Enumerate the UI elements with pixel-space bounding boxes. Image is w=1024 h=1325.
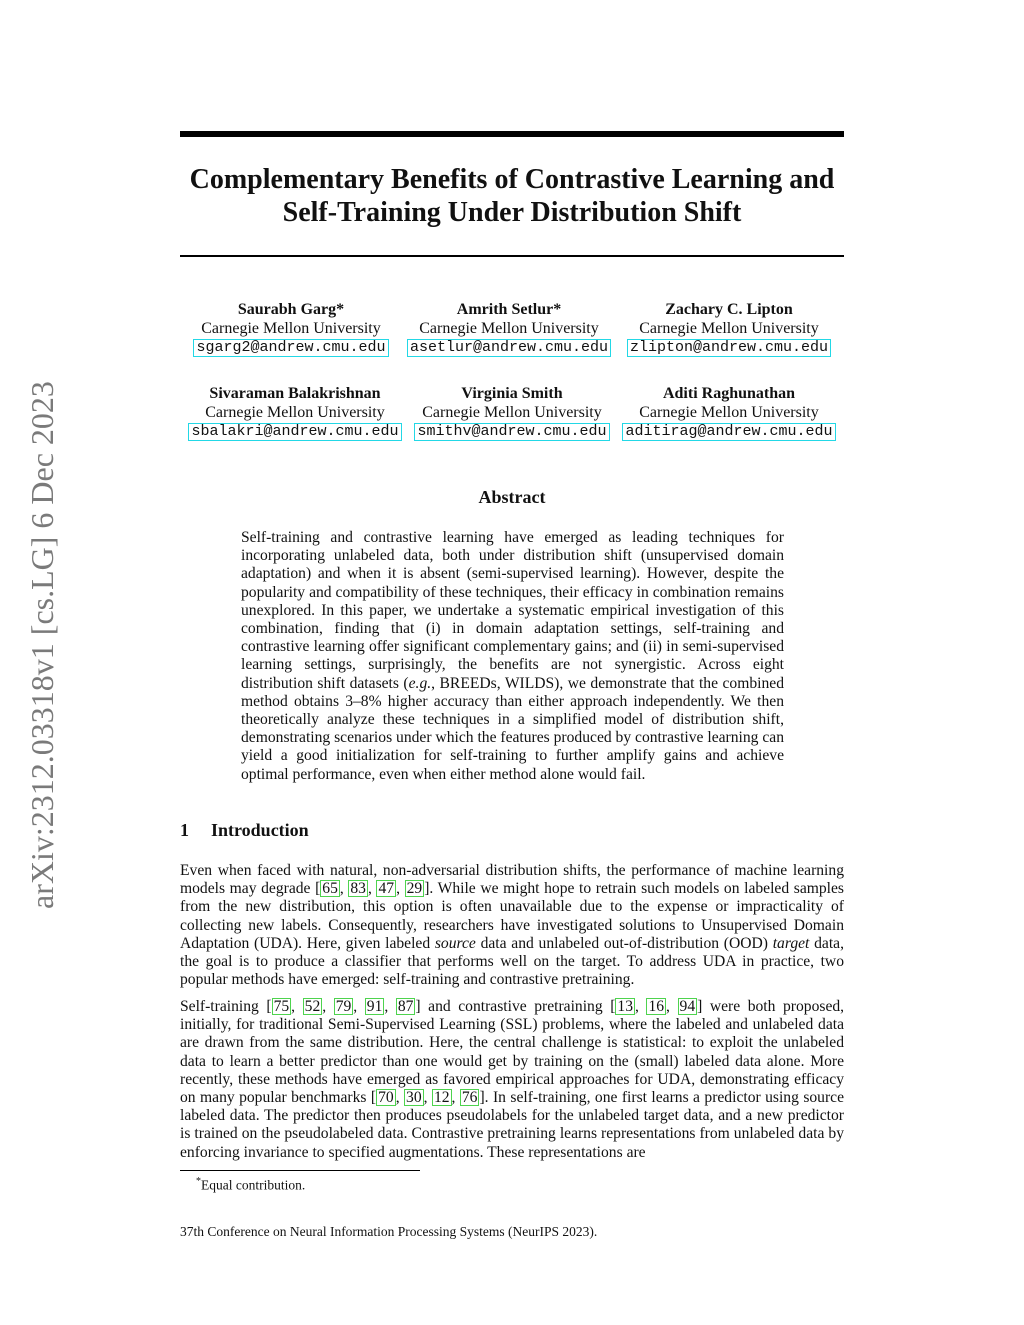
citation-link[interactable]: 12 xyxy=(433,1089,450,1107)
author-name: Virginia Smith xyxy=(461,385,563,402)
citation-link[interactable]: 94 xyxy=(679,998,696,1015)
author-email-link[interactable]: zlipton@andrew.cmu.edu xyxy=(627,339,831,357)
citation-link[interactable]: 76 xyxy=(461,1089,478,1107)
author-email-link[interactable]: asetlur@andrew.cmu.edu xyxy=(407,339,611,357)
paragraph-text: data and unlabeled out-of-distribution (OOD) xyxy=(475,934,773,952)
citation-link[interactable]: 16 xyxy=(648,998,665,1015)
title-line-2: Self-Training Under Distribution Shift xyxy=(282,197,742,228)
section-title: Introduction xyxy=(211,820,309,840)
title-bottom-rule xyxy=(180,255,844,257)
citation-link[interactable]: 29 xyxy=(406,880,423,898)
paragraph-text: ] were both proposed, initially, for traditional Semi-Supervised Learning (SSL) problems, where the labeled and unlabeled data are drawn from the same distribution. Here, the central challenge is statistical: to exploit the unlabeled data to learn a better predictor than one would get by training on the (small) labeled data alone. More recently, these methods have emerged as favored empirical approaches for UDA, demonstrating efficacy on many popular benchmarks [ xyxy=(180,998,845,1107)
author-name: Sivaraman Balakrishnan xyxy=(209,385,381,402)
citation-link[interactable]: 13 xyxy=(617,998,633,1015)
paragraph-text: Self-training [ xyxy=(180,998,272,1015)
author-name: Aditi Raghunathan xyxy=(662,385,796,402)
author-affiliation: Carnegie Mellon University xyxy=(205,403,385,421)
citation-link[interactable]: 79 xyxy=(335,998,352,1015)
author-email-link[interactable]: aditirag@andrew.cmu.edu xyxy=(622,423,835,441)
emphasis-source: source xyxy=(434,934,476,952)
citation-link[interactable]: 52 xyxy=(304,998,321,1015)
citation-link[interactable]: 70 xyxy=(378,1089,394,1107)
abstract-eg: e.g. xyxy=(408,674,432,692)
paragraph-text: ] and contrastive pretraining [ xyxy=(415,998,616,1015)
citation-link[interactable]: 30 xyxy=(406,1089,422,1107)
author-email-link[interactable]: smithv@andrew.cmu.edu xyxy=(414,423,609,441)
section-number: 1 xyxy=(180,820,189,840)
author-name: Saurabh Garg* xyxy=(237,301,345,318)
citation-link[interactable]: 75 xyxy=(273,998,290,1015)
emphasis-target: target xyxy=(772,934,810,952)
footnote-rule xyxy=(180,1170,420,1171)
citation-link[interactable]: 47 xyxy=(378,880,395,898)
intro-paragraph-2: Self-training [ 75 , 52 , 79 , 91 , 87 ] and contrastive pretraining [ 13 , 16 , 94 ] were both proposed, initially, for traditional Semi-Supervised Learning (SSL) problems, where the labeled and unlabeled data are drawn from the same distribution. Here, the central challenge is statistical: to exploit the unlabeled data to learn a better predictor than one would get by training on the (small) labeled data alone. More recently, these methods have emerged as favored empirical approaches for UDA, demonstrating efficacy on many popular benchmarks [ 70 , 30 , 12 , 76 ]. In self-training, one first learns a predictor using source labeled data. The predictor then produces pseudolabels for the unlabeled target data, and a new predictor is trained on the pseudolabeled data. Contrastive pretraining learns representations from unlabeled data by enforcing invariance to specified augmentations. These representations are xyxy=(180,998,845,1161)
author-affiliation: Carnegie Mellon University xyxy=(419,319,599,337)
abstract-heading: Abstract xyxy=(478,487,546,507)
author-block xyxy=(394,301,624,357)
arxiv-sidebar-stamp: arXiv:2312.03318v1 [cs.LG] 6 Dec 2023 xyxy=(24,381,60,909)
citation-link[interactable]: 91 xyxy=(366,998,383,1015)
author-affiliation: Carnegie Mellon University xyxy=(639,403,819,421)
section-heading-introduction xyxy=(180,820,309,841)
author-email-link[interactable]: sgarg2@andrew.cmu.edu xyxy=(193,339,388,357)
author-affiliation: Carnegie Mellon University xyxy=(201,319,381,337)
footnote-mark: * xyxy=(196,1176,201,1187)
author-email-link[interactable]: sbalakri@andrew.cmu.edu xyxy=(188,423,401,441)
title-line-1: Complementary Benefits of Contrastive Learning and xyxy=(189,164,835,195)
author-block xyxy=(397,385,627,441)
author-name: Zachary C. Lipton xyxy=(665,301,793,318)
abstract-text: Self-training and contrastive learning have emerged as leading techniques for incorporating unlabeled data, both under distribution shift (unsupervised domain adaptation) and when it is absent (semi-supervised learning). However, despite the popularity and compatibility of these techniques, their efficacy in combination remains unexplored. In this paper, we undertake a systematic empirical investigation of this combination, finding that (i) in domain adaptation settings, self-training and contrastive learning offer significant complementary gains; and (ii) in semi-supervised learning settings, surprisingly, the benefits are not synergistic. Across eight distribution shift datasets ( xyxy=(241,529,784,692)
author-affiliation: Carnegie Mellon University xyxy=(639,319,819,337)
author-block xyxy=(614,385,844,441)
citation-link[interactable]: 87 xyxy=(397,998,414,1015)
title-top-rule xyxy=(180,131,844,137)
paragraph-text: ]. While we might hope to retrain such models on labeled samples from the new distribution, this option is often unavailable due to the expense or impracticality of collecting new labels. Consequently, researchers have investigated solutions to Unsupervised Domain Adaptation (UDA). Here, given labeled xyxy=(180,880,845,952)
citation-link[interactable]: 65 xyxy=(322,880,338,898)
footnote-text: Equal contribution. xyxy=(201,1177,306,1193)
paper-title xyxy=(150,163,874,229)
footnote xyxy=(196,1176,305,1194)
intro-paragraph-1: Even when faced with natural, non-adversarial distribution shifts, the performance of machine learning models may degrade [ 65 , 83 , 47 , 29 ]. While we might hope to retrain such models on labeled samples from the new distribution, this option is often unavailable due to the expense or impracticality of collecting new labels. Consequently, researchers have investigated solutions to Unsupervised Domain Adaptation (UDA). Here, given labeled source data and unlabeled out-of-distribution (OOD) target data, the goal is to produce a classifier that performs well on the target. To address UDA in practice, two popular methods have emerged: self-training and contrastive pretraining. xyxy=(180,862,845,989)
citation-link[interactable]: 83 xyxy=(350,880,366,898)
abstract-body xyxy=(241,529,784,784)
author-name: Amrith Setlur* xyxy=(456,301,562,318)
author-block xyxy=(180,385,410,441)
author-affiliation: Carnegie Mellon University xyxy=(422,403,602,421)
paragraph-text: ]. In self-training, one first learns a predictor using source labeled data. The predictor then produces pseudolabels for the unlabeled target data, and a new predictor is trained on the pseudolabeled data. Contrastive pretraining learns representations from unlabeled data by enforcing invariance to specified augmentations. These representations are xyxy=(180,1089,845,1161)
venue-footer: 37th Conference on Neural Information Processing Systems (NeurIPS 2023). xyxy=(180,1224,598,1239)
paragraph-text: data, the goal is to produce a classifier that performs well on the target. To address UDA in practice, two popular methods have emerged: self-training and contrastive pretraining. xyxy=(180,934,844,989)
author-block xyxy=(614,301,844,357)
abstract-text: , BREEDs, WILDS), we demonstrate that the combined method obtains 3–8% higher accuracy than either approach independently. We then theoretically analyze these techniques in a simplified model of distribution shift, demonstrating scenarios under which the features produced by contrastive learning can yield a good initialization for self-training to further amplify gains and achieve optimal performance, even when either method alone would fail. xyxy=(241,674,785,783)
paragraph-text: Even when faced with natural, non-adversarial distribution shifts, the performance of machine learning models may degrade [ xyxy=(180,862,844,898)
author-block xyxy=(176,301,406,357)
